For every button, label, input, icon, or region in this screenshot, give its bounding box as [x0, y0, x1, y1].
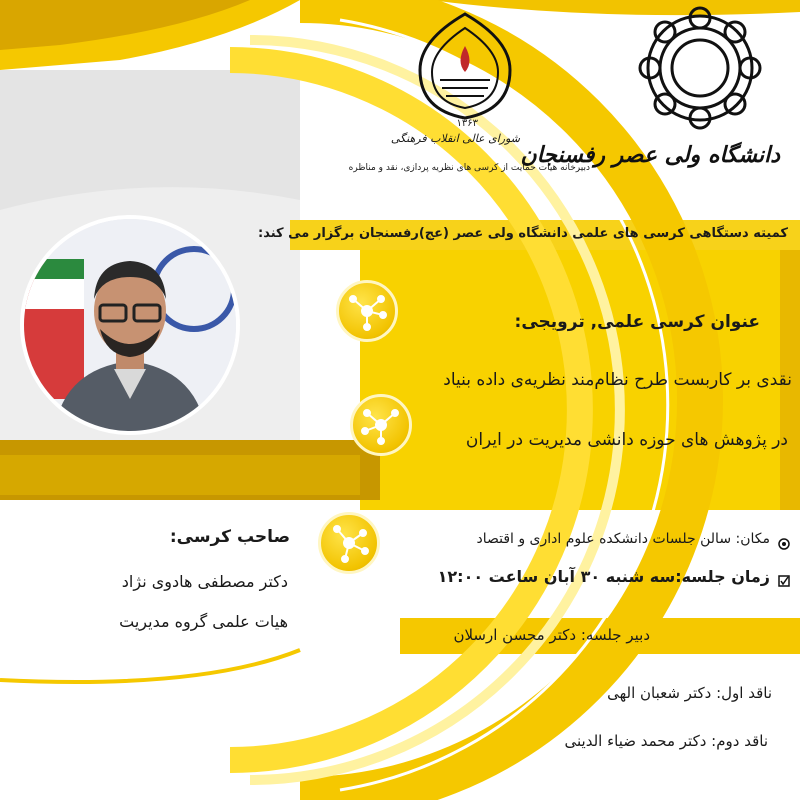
- location-pin-icon: [778, 538, 790, 550]
- university-logo-text: دانشگاه ولی عصر رفسنجان: [520, 142, 780, 168]
- council-year: ۱۳۶۳: [456, 118, 478, 129]
- first-critic-text: ناقد اول: دکتر شعبان الهی: [607, 684, 772, 702]
- place-text: مکان: سالن جلسات دانشکده علوم اداری و اقتصاد: [476, 531, 770, 547]
- time-text: زمان جلسه:سه شنبه ۳۰ آبان ساعت ۱۲:۰۰: [437, 567, 770, 586]
- university-logo: [520, 6, 790, 196]
- title-line-1: نقدی بر کاربست طرح نظام‌مند نظریه‌ی داده بنیاد: [443, 370, 792, 390]
- university-emblem-icon: [610, 6, 790, 136]
- presenter-portrait-icon: [24, 219, 236, 431]
- network-hub-icon-3: [318, 512, 380, 574]
- secretary-text: دبیر جلسه: دکتر محسن ارسلان: [453, 626, 650, 644]
- title-line-2: در پژوهش های حوزه دانشی مدیریت در ایران: [465, 430, 788, 450]
- intro-text: کمیته دستگاهی کرسی های علمی دانشگاه ولی عصر (عج)رفسنجان برگزار می کند:: [258, 226, 788, 241]
- presenter-name: دکتر مصطفی هادوی نژاد: [121, 572, 288, 591]
- council-emblem-icon: [410, 10, 520, 122]
- network-hub-icon-1: [336, 280, 398, 342]
- presenter-position: هیات علمی گروه مدیریت: [119, 612, 288, 631]
- secretariat-text: دبیرخانه هیأت حمایت از کرسی های نظریه پردازی، نقد و مناظره: [348, 163, 590, 173]
- flag: [24, 259, 84, 399]
- second-critic-text: ناقد دوم: دکتر محمد ضیاء الدینی: [564, 732, 768, 750]
- left-gold-bar-light: [0, 455, 360, 495]
- presenter-heading: صاحب کرسی:: [169, 527, 290, 547]
- network-hub-icon-2: [350, 394, 412, 456]
- presenter-photo: [20, 215, 240, 435]
- council-logo: [390, 10, 520, 160]
- checkbox-icon: [778, 575, 790, 587]
- council-logo-text: شورای عالی انقلاب فرهنگی: [390, 132, 520, 145]
- title-heading: عنوان کرسی علمی, ترویجی:: [514, 312, 760, 332]
